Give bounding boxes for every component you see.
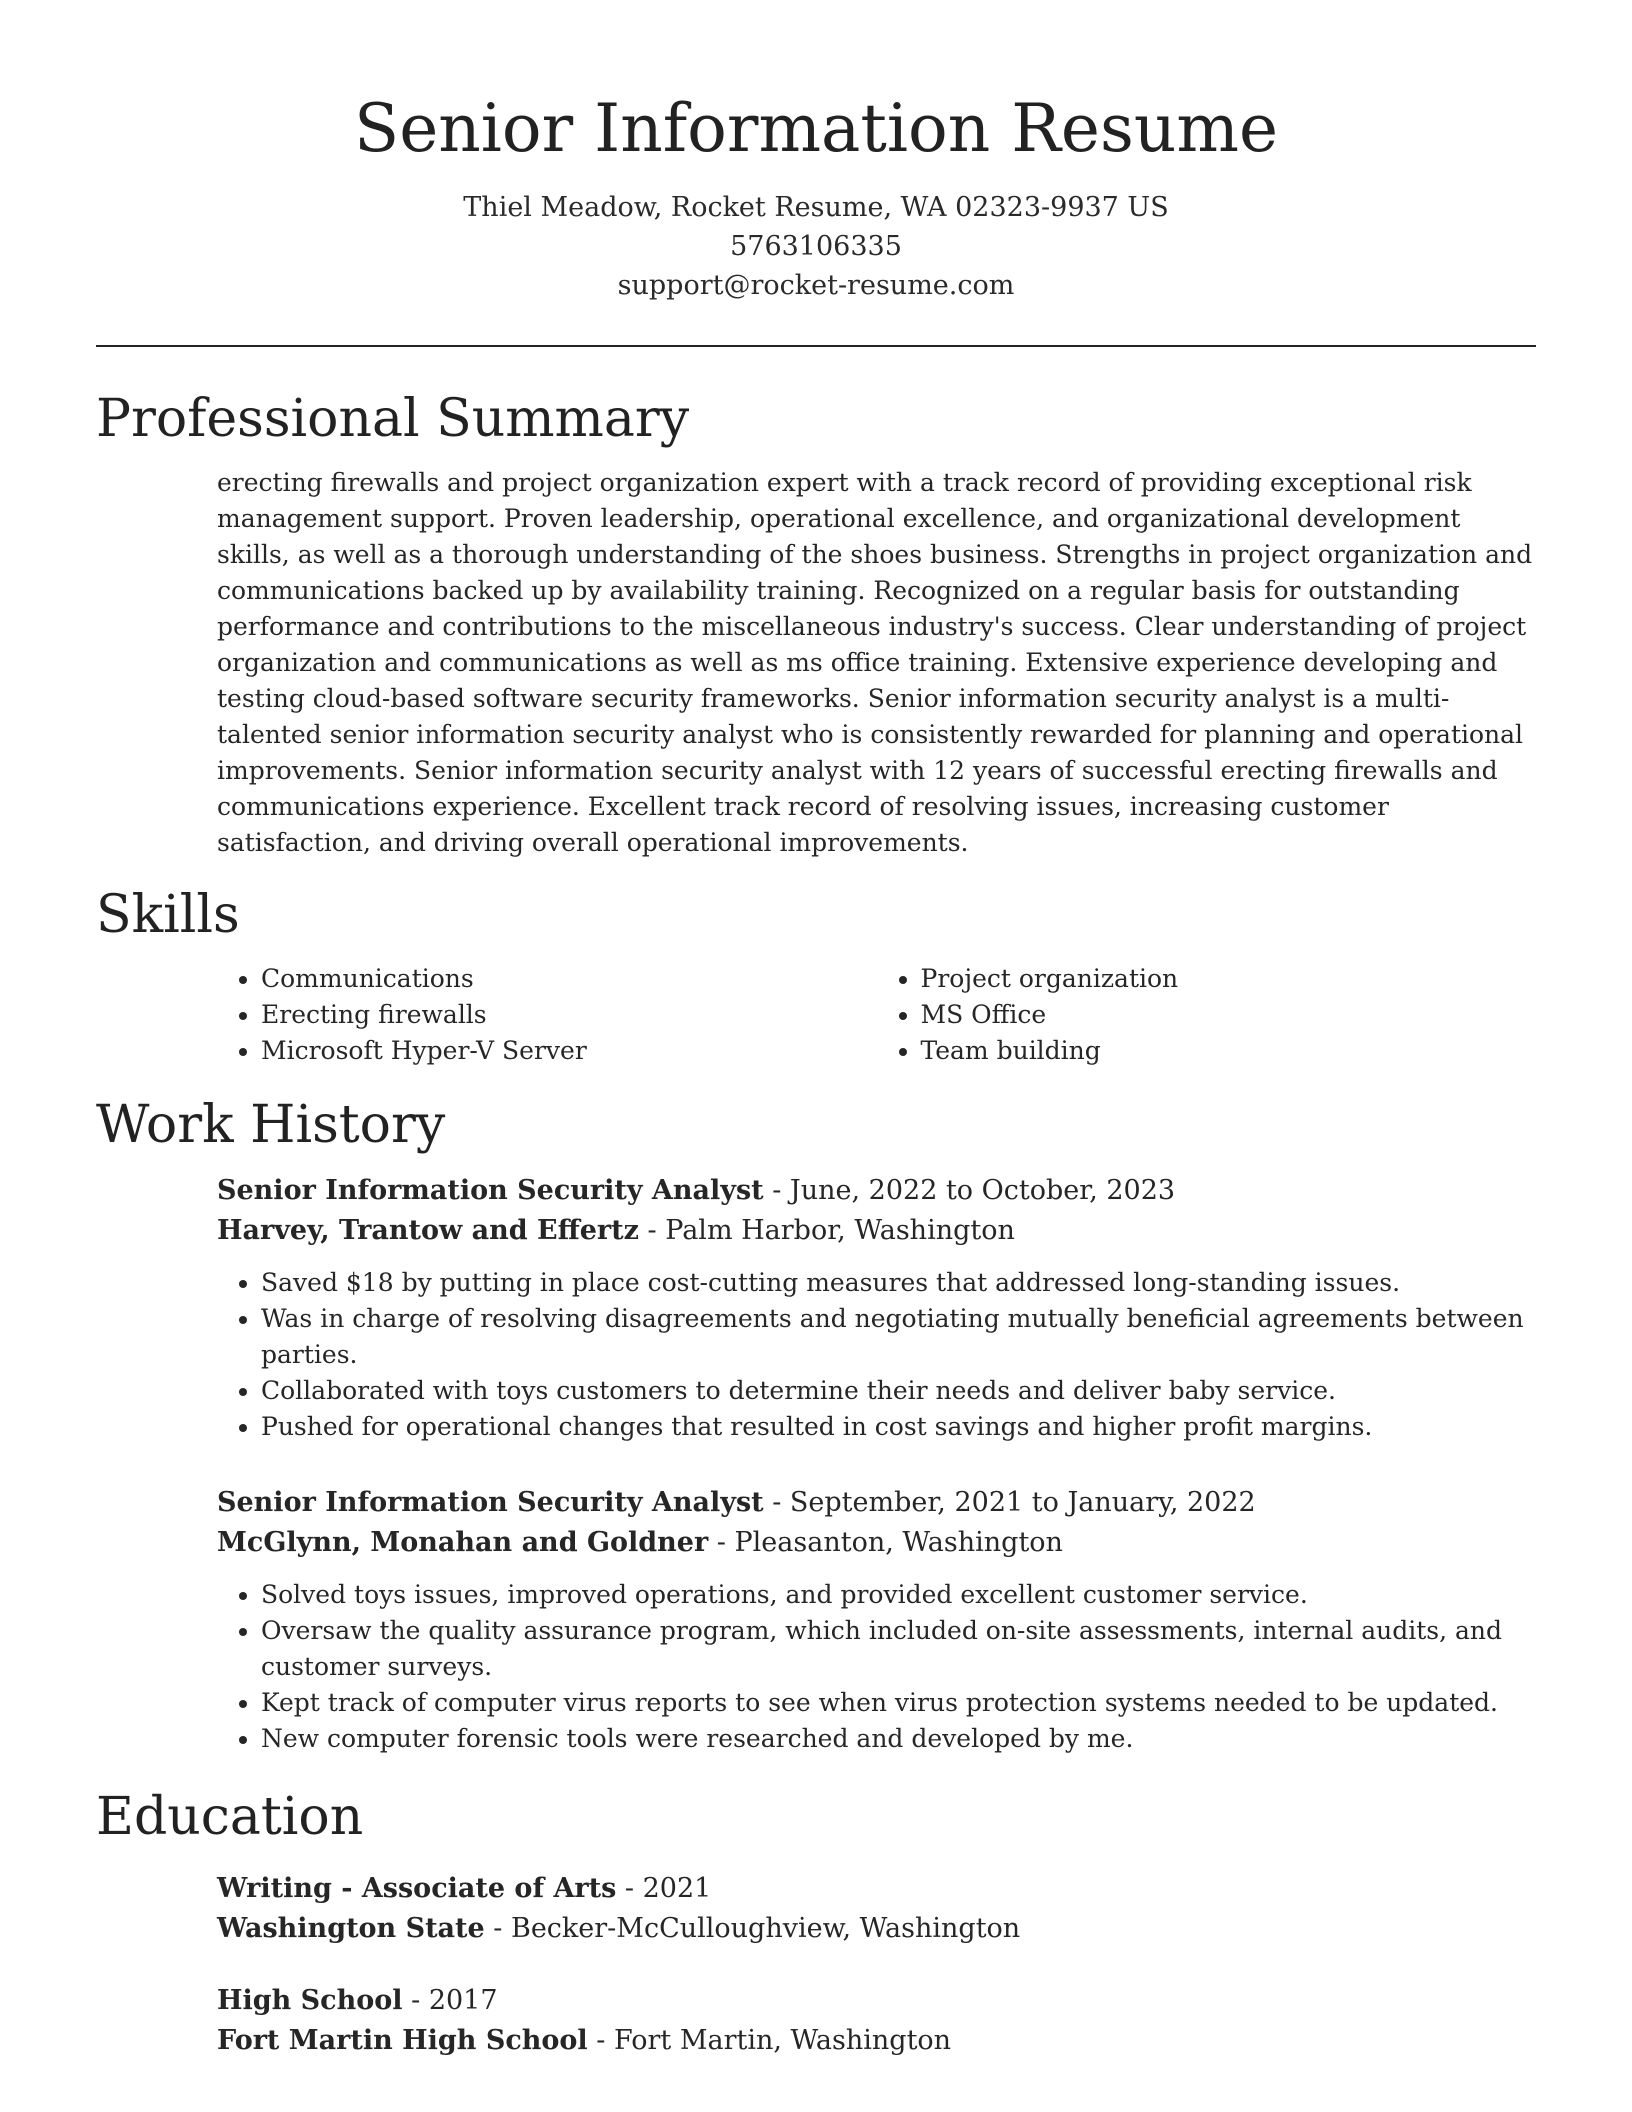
education-school: Fort Martin High School [217, 2025, 588, 2056]
job-company-line [217, 1211, 1536, 1251]
education-location: - Fort Martin, Washington [587, 2025, 952, 2056]
job-bullet: • Oversaw the quality assurance program, which included on-site assessments, internal audits, and customer surveys. [261, 1613, 1536, 1685]
education-degree-line [217, 1869, 1536, 1909]
summary-text: erecting firewalls and project organization expert with a track record of providing exceptional risk management support. Proven leadership, operational excellence, and organizational development skills, as well as a thorough understanding of the shoes business. Strengths in project organization and communications backed up by availability training. Recognized on a regular basis for outstanding performance and contributions to the miscellaneous industry's success. Clear understanding of project organization and communications as well as ms office training. Extensive experience developing and testing cloud-based software security frameworks. Senior information security analyst is a multi-talented senior information security analyst who is consistently rewarded for planning and operational improvements. Senior information security analyst with 12 years of successful erecting firewalls and communications experience. Excellent track record of resolving issues, increasing customer satisfaction, and driving overall operational improvements. [217, 468, 1533, 857]
job-bullet: • Was in charge of resolving disagreements and negotiating mutually beneficial agreements between parties. [261, 1301, 1536, 1373]
education-year: - 2021 [616, 1873, 712, 1904]
job-role: Senior Information Security Analyst [217, 1487, 764, 1518]
resume-title: Senior Information Resume [354, 90, 1278, 167]
education-degree: Writing - Associate of Arts [217, 1873, 617, 1904]
job-bullet: • New computer forensic tools were researched and developed by me. [261, 1721, 1536, 1757]
job-company: McGlynn, Monahan and Goldner [217, 1527, 709, 1558]
education-school-line [217, 2021, 1536, 2061]
header-divider [96, 345, 1536, 347]
education-school: Washington State [217, 1913, 485, 1944]
summary-heading: Professional Summary [96, 389, 690, 449]
address: Thiel Meadow, Rocket Resume, WA 02323-9937 US [463, 192, 1169, 223]
education-school-line [217, 1909, 1536, 1949]
job-bullet: • Collaborated with toys customers to determine their needs and deliver baby service. [261, 1373, 1536, 1409]
phone: 5763106335 [730, 231, 902, 262]
contact-info [96, 188, 1536, 305]
job-role: Senior Information Security Analyst [217, 1175, 764, 1206]
job-bullet: • Solved toys issues, improved operations, and provided excellent customer service. [261, 1577, 1536, 1613]
job-bullet: • Kept track of computer virus reports to see when virus protection systems needed to be updated. [261, 1685, 1536, 1721]
job-bullets [217, 1577, 1536, 1757]
job-bullets [217, 1265, 1536, 1445]
job-bullet: • Saved $18 by putting in place cost-cutting measures that addressed long-standing issues. [261, 1265, 1536, 1301]
job-entry [217, 1483, 1536, 1757]
job-company: Harvey, Trantow and Effertz [217, 1215, 639, 1246]
job-dates: - June, 2022 to October, 2023 [763, 1175, 1176, 1206]
skills-heading: Skills [96, 885, 240, 945]
job-location: - Pleasanton, Washington [708, 1527, 1063, 1558]
education-degree-line [217, 1981, 1536, 2021]
job-bullet: • Pushed for operational changes that resulted in cost savings and higher profit margins. [261, 1409, 1536, 1445]
job-company-line [217, 1523, 1536, 1563]
education-heading: Education [96, 1787, 364, 1847]
work-history-heading: Work History [96, 1095, 446, 1155]
skill-item: • Microsoft Hyper-V Server [261, 1033, 877, 1069]
skill-item: • Erecting firewalls [261, 997, 877, 1033]
education-entry [217, 1981, 1536, 2061]
job-entry [217, 1171, 1536, 1445]
job-location: - Palm Harbor, Washington [638, 1215, 1015, 1246]
skills-column-left [217, 961, 877, 1069]
skills-column-right [877, 961, 1537, 1069]
education-location: - Becker-McCulloughview, Washington [484, 1913, 1021, 1944]
resume-header [96, 0, 1536, 305]
education-degree: High School [217, 1985, 403, 2016]
education-year: - 2017 [402, 1985, 498, 2016]
education-entry [217, 1869, 1536, 1949]
skill-item: • Project organization [921, 961, 1537, 997]
skill-item: • MS Office [921, 997, 1537, 1033]
email: support@rocket-resume.com [617, 270, 1015, 301]
skill-item: • Team building [921, 1033, 1537, 1069]
job-title-line [217, 1483, 1536, 1523]
job-dates: - September, 2021 to January, 2022 [763, 1487, 1256, 1518]
skill-item: • Communications [261, 961, 877, 997]
job-title-line [217, 1171, 1536, 1211]
skills-list [217, 961, 1536, 1069]
